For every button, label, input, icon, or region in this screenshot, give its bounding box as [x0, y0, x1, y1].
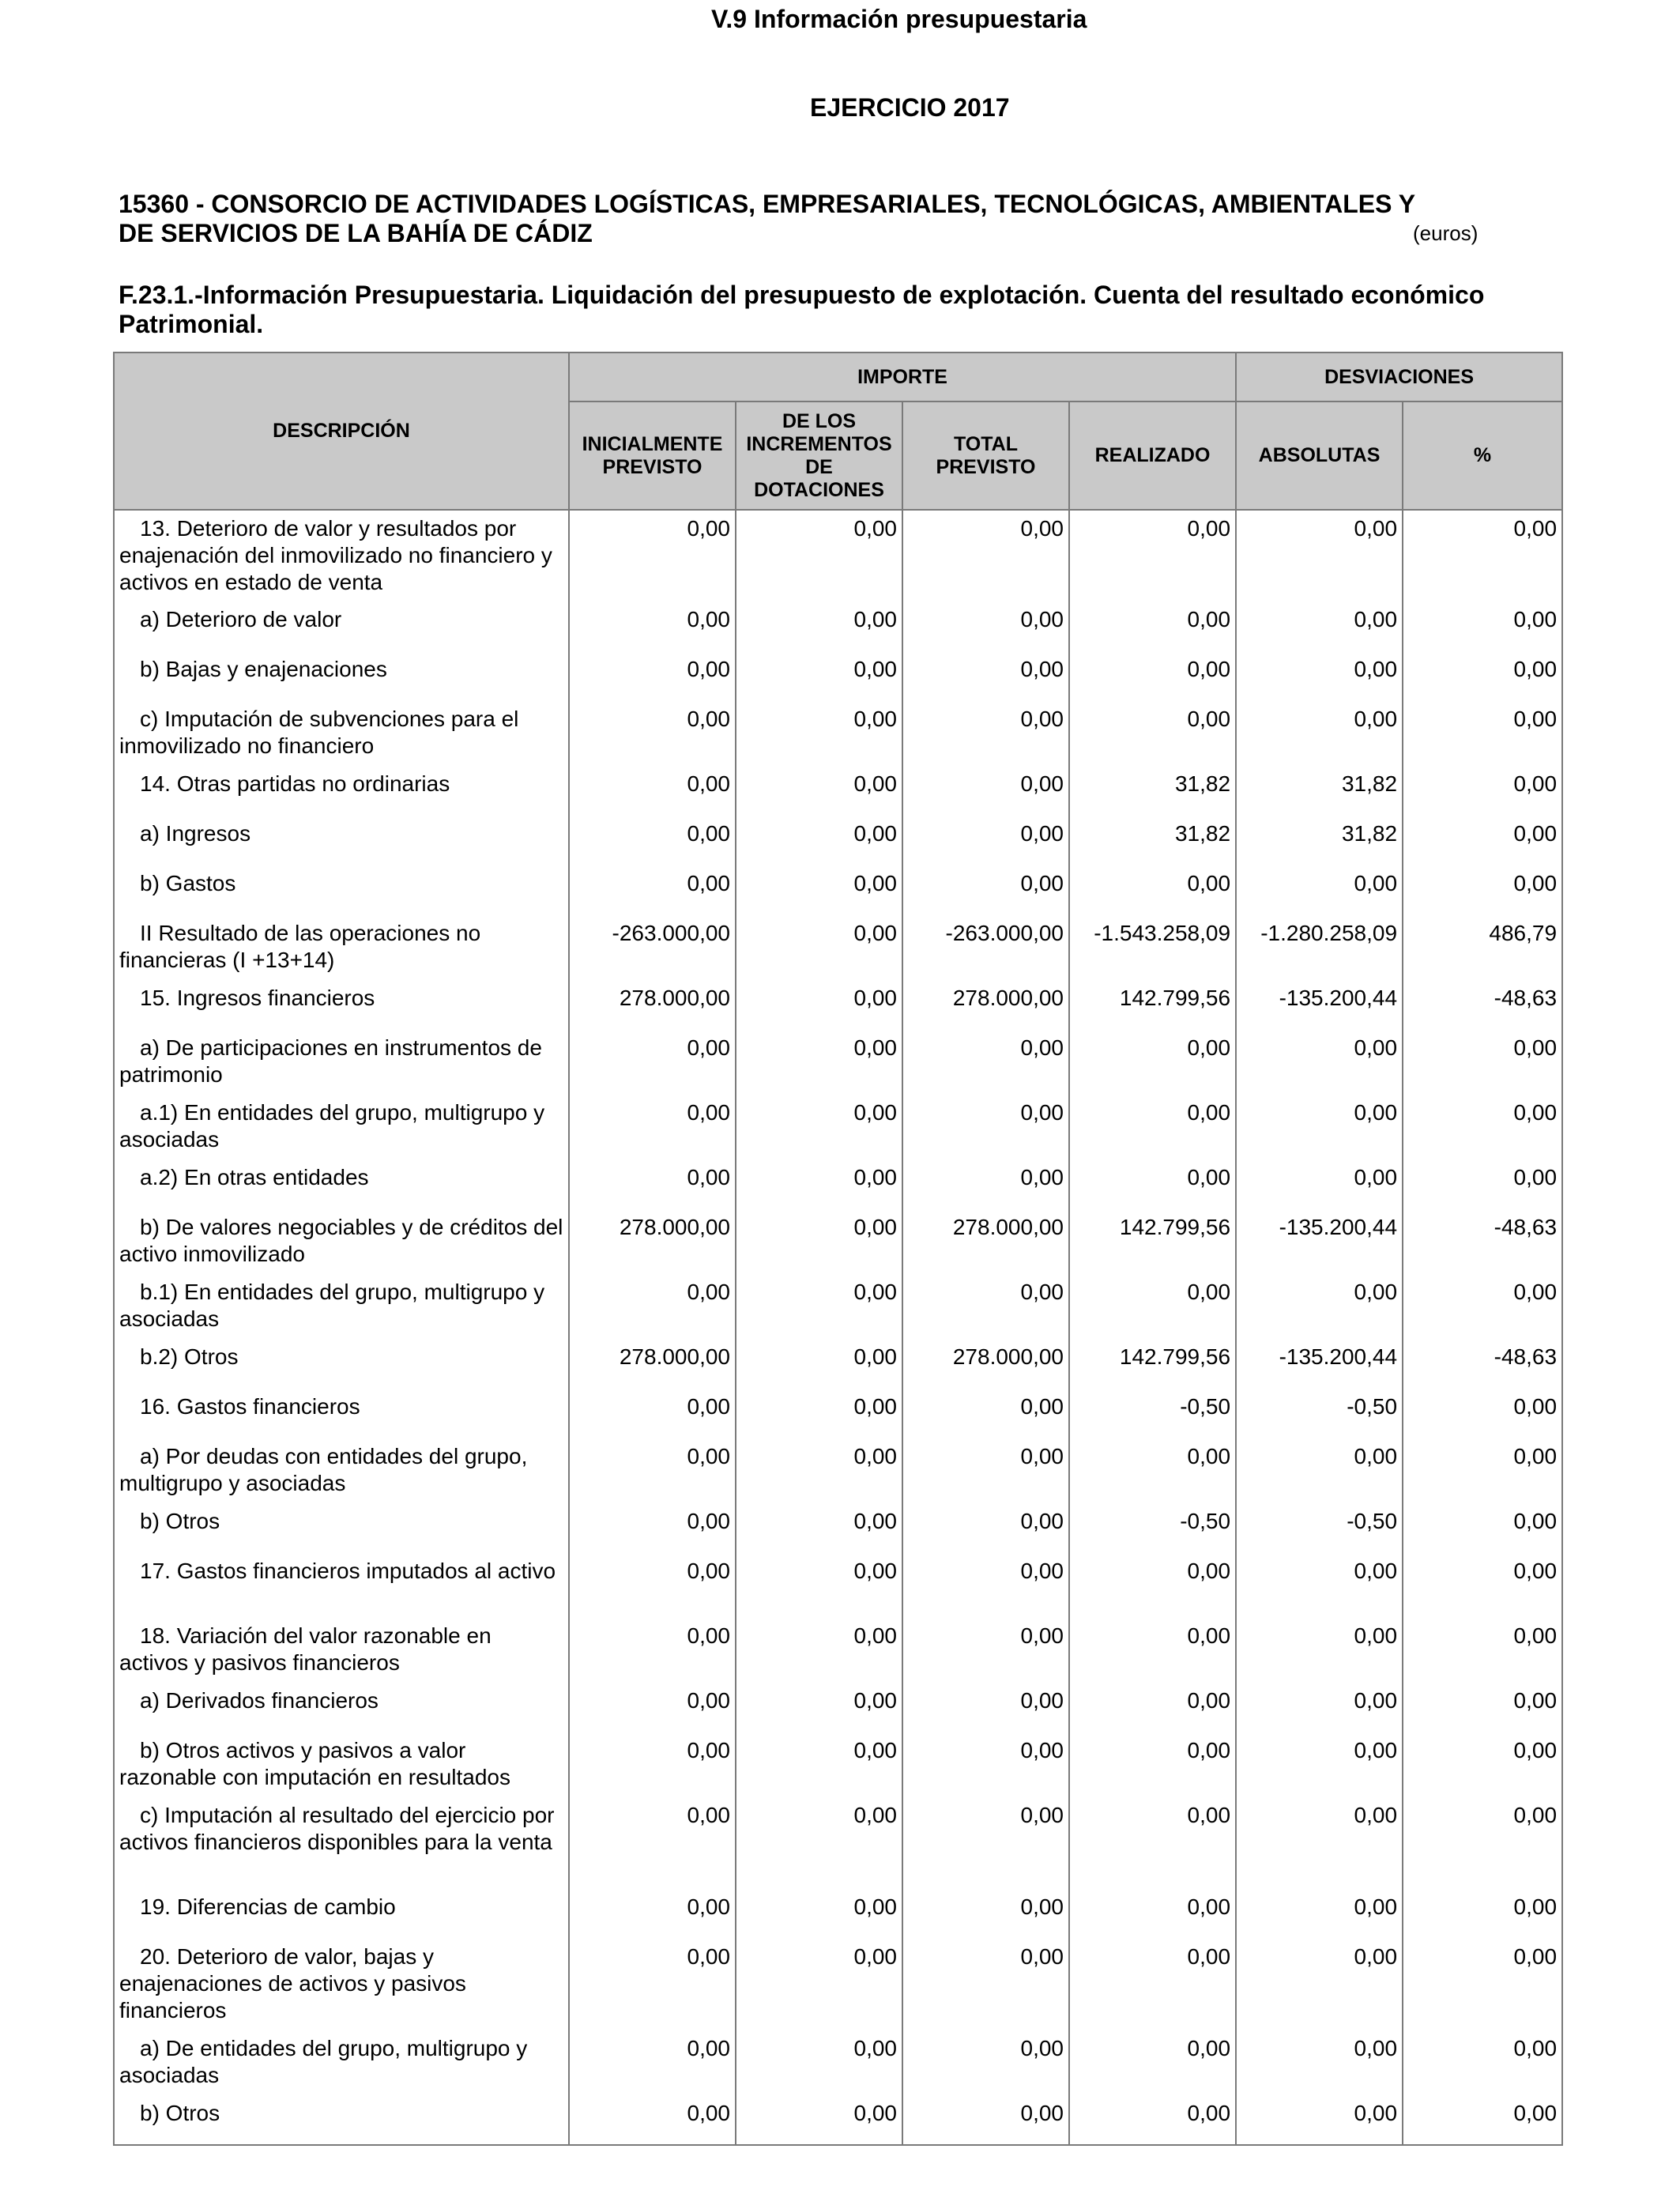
table-row — [114, 1389, 1562, 1438]
table-row — [114, 1209, 1562, 1274]
table-row — [114, 601, 1562, 651]
cell-absolutas: -0,50 — [1236, 1389, 1403, 1438]
cell-inicialmente-previsto: 0,00 — [569, 1939, 736, 2030]
cell-total-previsto: 0,00 — [902, 1889, 1069, 1939]
cell-incrementos-dotaciones: 0,00 — [736, 1732, 902, 1797]
table-row — [114, 766, 1562, 816]
table-row — [114, 1889, 1562, 1939]
cell-porcentaje: 0,00 — [1403, 1553, 1562, 1618]
cell-inicialmente-previsto: 0,00 — [569, 1618, 736, 1683]
row-description-text: 18. Variación del valor razonable en activos y pasivos financieros — [119, 1623, 492, 1675]
cell-inicialmente-previsto: 278.000,00 — [569, 1209, 736, 1274]
cell-incrementos-dotaciones: 0,00 — [736, 915, 902, 980]
cell-absolutas: 0,00 — [1236, 2095, 1403, 2145]
cell-inicialmente-previsto: 0,00 — [569, 601, 736, 651]
cell-incrementos-dotaciones: 0,00 — [736, 1503, 902, 1553]
column-header-total-previsto: TOTAL PREVISTO — [902, 401, 1069, 510]
cell-porcentaje: -48,63 — [1403, 1209, 1562, 1274]
row-description — [114, 1389, 569, 1438]
cell-incrementos-dotaciones: 0,00 — [736, 980, 902, 1030]
cell-realizado: 31,82 — [1069, 816, 1236, 865]
row-description — [114, 1732, 569, 1797]
cell-porcentaje: 0,00 — [1403, 1503, 1562, 1553]
cell-incrementos-dotaciones: 0,00 — [736, 1683, 902, 1732]
row-description — [114, 651, 569, 701]
cell-incrementos-dotaciones: 0,00 — [736, 865, 902, 915]
cell-realizado: 0,00 — [1069, 601, 1236, 651]
cell-realizado: 0,00 — [1069, 1553, 1236, 1618]
cell-incrementos-dotaciones: 0,00 — [736, 2095, 902, 2145]
row-description — [114, 1503, 569, 1553]
cell-realizado: 31,82 — [1069, 766, 1236, 816]
cell-incrementos-dotaciones: 0,00 — [736, 1797, 902, 1889]
cell-absolutas: 0,00 — [1236, 1159, 1403, 1209]
cell-porcentaje: 0,00 — [1403, 1389, 1562, 1438]
column-header-inicialmente-previsto: INICIALMENTE PREVISTO — [569, 401, 736, 510]
cell-absolutas: 0,00 — [1236, 865, 1403, 915]
row-description-text: b.1) En entidades del grupo, multigrupo y asociadas — [119, 1280, 545, 1331]
row-description-text: a) Ingresos — [140, 821, 251, 846]
cell-porcentaje: 0,00 — [1403, 2095, 1562, 2145]
cell-absolutas: 0,00 — [1236, 1797, 1403, 1889]
column-header-descripcion: DESCRIPCIÓN — [114, 352, 569, 510]
cell-incrementos-dotaciones: 0,00 — [736, 1618, 902, 1683]
table-row — [114, 651, 1562, 701]
row-description — [114, 1209, 569, 1274]
cell-realizado: -1.543.258,09 — [1069, 915, 1236, 980]
row-description — [114, 510, 569, 601]
cell-realizado: 0,00 — [1069, 1274, 1236, 1339]
cell-realizado: 0,00 — [1069, 1889, 1236, 1939]
table-row — [114, 865, 1562, 915]
cell-absolutas: 0,00 — [1236, 1618, 1403, 1683]
cell-total-previsto: 0,00 — [902, 1030, 1069, 1095]
column-header-incrementos-dotaciones: DE LOS INCREMENTOS DE DOTACIONES — [736, 401, 902, 510]
cell-total-previsto: 0,00 — [902, 816, 1069, 865]
cell-realizado: 142.799,56 — [1069, 1209, 1236, 1274]
cell-total-previsto: 278.000,00 — [902, 1209, 1069, 1274]
cell-total-previsto: 278.000,00 — [902, 980, 1069, 1030]
cell-porcentaje: 0,00 — [1403, 1889, 1562, 1939]
cell-incrementos-dotaciones: 0,00 — [736, 651, 902, 701]
column-header-porcentaje: % — [1403, 401, 1562, 510]
cell-inicialmente-previsto: 0,00 — [569, 1732, 736, 1797]
cell-total-previsto: 0,00 — [902, 1732, 1069, 1797]
cell-total-previsto: 0,00 — [902, 601, 1069, 651]
table-row — [114, 1159, 1562, 1209]
row-description — [114, 1095, 569, 1159]
row-description — [114, 1797, 569, 1889]
cell-porcentaje: 0,00 — [1403, 651, 1562, 701]
row-description-text: b) Bajas y enajenaciones — [140, 657, 387, 681]
cell-inicialmente-previsto: 0,00 — [569, 1683, 736, 1732]
cell-inicialmente-previsto: -263.000,00 — [569, 915, 736, 980]
group-header-importe: IMPORTE — [569, 352, 1236, 401]
cell-realizado: 0,00 — [1069, 701, 1236, 766]
cell-porcentaje: 0,00 — [1403, 1797, 1562, 1889]
row-description-text: b) Otros — [140, 2101, 220, 2125]
cell-absolutas: 31,82 — [1236, 766, 1403, 816]
row-description-text: 14. Otras partidas no ordinarias — [140, 771, 450, 796]
row-description-text: II Resultado de las operaciones no financieras (I +13+14) — [119, 921, 481, 972]
cell-porcentaje: 0,00 — [1403, 1159, 1562, 1209]
fiscal-year-title: EJERCICIO 2017 — [810, 93, 1010, 122]
table-row — [114, 1797, 1562, 1889]
cell-incrementos-dotaciones: 0,00 — [736, 601, 902, 651]
table-row — [114, 701, 1562, 766]
cell-porcentaje: 0,00 — [1403, 701, 1562, 766]
table-row — [114, 2030, 1562, 2095]
cell-incrementos-dotaciones: 0,00 — [736, 1159, 902, 1209]
cell-absolutas: 0,00 — [1236, 1553, 1403, 1618]
cell-porcentaje: 0,00 — [1403, 1095, 1562, 1159]
cell-total-previsto: 0,00 — [902, 1389, 1069, 1438]
cell-porcentaje: 0,00 — [1403, 1618, 1562, 1683]
cell-total-previsto: 0,00 — [902, 1503, 1069, 1553]
row-description — [114, 1339, 569, 1389]
table-row — [114, 1732, 1562, 1797]
cell-total-previsto: 0,00 — [902, 510, 1069, 601]
cell-incrementos-dotaciones: 0,00 — [736, 816, 902, 865]
cell-total-previsto: 0,00 — [902, 2095, 1069, 2145]
row-description-text: b.2) Otros — [140, 1344, 239, 1369]
row-description — [114, 1683, 569, 1732]
table-row — [114, 1683, 1562, 1732]
cell-total-previsto: 0,00 — [902, 1095, 1069, 1159]
row-description — [114, 915, 569, 980]
row-description — [114, 1274, 569, 1339]
cell-incrementos-dotaciones: 0,00 — [736, 1939, 902, 2030]
cell-absolutas: 0,00 — [1236, 651, 1403, 701]
row-description-text: a.1) En entidades del grupo, multigrupo y asociadas — [119, 1100, 545, 1152]
cell-absolutas: 0,00 — [1236, 1095, 1403, 1159]
cell-inicialmente-previsto: 0,00 — [569, 1553, 736, 1618]
table-row — [114, 1939, 1562, 2030]
row-description — [114, 1553, 569, 1618]
cell-porcentaje: -48,63 — [1403, 1339, 1562, 1389]
table-row — [114, 1438, 1562, 1503]
cell-realizado: 0,00 — [1069, 1732, 1236, 1797]
row-description — [114, 865, 569, 915]
row-description — [114, 1438, 569, 1503]
cell-realizado: 0,00 — [1069, 1159, 1236, 1209]
cell-realizado: 0,00 — [1069, 1683, 1236, 1732]
row-description-text: b) Gastos — [140, 871, 236, 895]
row-description-text: b) Otros — [140, 1509, 220, 1533]
cell-inicialmente-previsto: 0,00 — [569, 1797, 736, 1889]
cell-absolutas: 31,82 — [1236, 816, 1403, 865]
table-row — [114, 816, 1562, 865]
budget-table — [113, 352, 1563, 2146]
cell-total-previsto: 0,00 — [902, 1797, 1069, 1889]
table-row — [114, 1503, 1562, 1553]
cell-total-previsto: -263.000,00 — [902, 915, 1069, 980]
row-description-text: a) Deterioro de valor — [140, 607, 342, 631]
cell-total-previsto: 0,00 — [902, 865, 1069, 915]
cell-total-previsto: 0,00 — [902, 1618, 1069, 1683]
cell-inicialmente-previsto: 0,00 — [569, 766, 736, 816]
table-row — [114, 1618, 1562, 1683]
row-description-text: a) De entidades del grupo, multigrupo y asociadas — [119, 2036, 528, 2087]
cell-porcentaje: 0,00 — [1403, 865, 1562, 915]
table-row — [114, 510, 1562, 601]
row-description — [114, 1618, 569, 1683]
cell-incrementos-dotaciones: 0,00 — [736, 1389, 902, 1438]
cell-porcentaje: 0,00 — [1403, 510, 1562, 601]
cell-absolutas: 0,00 — [1236, 1939, 1403, 2030]
cell-inicialmente-previsto: 0,00 — [569, 865, 736, 915]
cell-realizado: 0,00 — [1069, 1939, 1236, 2030]
cell-absolutas: 0,00 — [1236, 1274, 1403, 1339]
cell-realizado: 0,00 — [1069, 510, 1236, 601]
cell-inicialmente-previsto: 0,00 — [569, 2095, 736, 2145]
cell-realizado: 142.799,56 — [1069, 980, 1236, 1030]
row-description-text: 17. Gastos financieros imputados al activo — [140, 1559, 556, 1583]
cell-inicialmente-previsto: 0,00 — [569, 1389, 736, 1438]
cell-realizado: 0,00 — [1069, 1438, 1236, 1503]
cell-total-previsto: 0,00 — [902, 701, 1069, 766]
cell-total-previsto: 0,00 — [902, 1438, 1069, 1503]
cell-incrementos-dotaciones: 0,00 — [736, 1095, 902, 1159]
cell-inicialmente-previsto: 0,00 — [569, 510, 736, 601]
cell-inicialmente-previsto: 278.000,00 — [569, 980, 736, 1030]
cell-porcentaje: 0,00 — [1403, 1274, 1562, 1339]
cell-incrementos-dotaciones: 0,00 — [736, 1438, 902, 1503]
cell-realizado: 0,00 — [1069, 1030, 1236, 1095]
row-description-text: c) Imputación de subvenciones para el inmovilizado no financiero — [119, 707, 519, 758]
cell-total-previsto: 278.000,00 — [902, 1339, 1069, 1389]
row-description-text: a) Derivados financieros — [140, 1688, 379, 1713]
row-description-text: 15. Ingresos financieros — [140, 986, 375, 1010]
cell-inicialmente-previsto: 0,00 — [569, 1438, 736, 1503]
cell-porcentaje: 0,00 — [1403, 766, 1562, 816]
cell-total-previsto: 0,00 — [902, 1159, 1069, 1209]
cell-realizado: -0,50 — [1069, 1503, 1236, 1553]
cell-porcentaje: -48,63 — [1403, 980, 1562, 1030]
cell-inicialmente-previsto: 0,00 — [569, 1095, 736, 1159]
cell-realizado: -0,50 — [1069, 1389, 1236, 1438]
cell-realizado: 142.799,56 — [1069, 1339, 1236, 1389]
row-description-text: 13. Deterioro de valor y resultados por enajenación del inmovilizado no financiero y activos en estado de venta — [119, 516, 552, 594]
row-description — [114, 766, 569, 816]
cell-absolutas: -0,50 — [1236, 1503, 1403, 1553]
cell-total-previsto: 0,00 — [902, 2030, 1069, 2095]
cell-realizado: 0,00 — [1069, 1797, 1236, 1889]
cell-absolutas: -135.200,44 — [1236, 980, 1403, 1030]
row-description-text: a.2) En otras entidades — [140, 1165, 369, 1189]
entity-name: 15360 - CONSORCIO DE ACTIVIDADES LOGÍSTICAS, EMPRESARIALES, TECNOLÓGICAS, AMBIENTALES Y DE SERVICIOS DE LA BAHÍA DE CÁDIZ — [119, 190, 1415, 247]
section-title: V.9 Información presupuestaria — [711, 5, 1087, 33]
row-description — [114, 816, 569, 865]
row-description-text: 20. Deterioro de valor, bajas y enajenaciones de activos y pasivos financieros — [119, 1944, 466, 2022]
table-row — [114, 980, 1562, 1030]
cell-inicialmente-previsto: 0,00 — [569, 816, 736, 865]
cell-absolutas: 0,00 — [1236, 1889, 1403, 1939]
cell-porcentaje: 0,00 — [1403, 1683, 1562, 1732]
cell-incrementos-dotaciones: 0,00 — [736, 766, 902, 816]
currency-units: (euros) — [1413, 221, 1478, 245]
cell-absolutas: 0,00 — [1236, 601, 1403, 651]
cell-absolutas: 0,00 — [1236, 510, 1403, 601]
cell-absolutas: -1.280.258,09 — [1236, 915, 1403, 980]
budget-table-body — [114, 510, 1562, 2145]
cell-inicialmente-previsto: 278.000,00 — [569, 1339, 736, 1389]
table-row — [114, 1095, 1562, 1159]
column-header-absolutas: ABSOLUTAS — [1236, 401, 1403, 510]
row-description-text: a) Por deudas con entidades del grupo, multigrupo y asociadas — [119, 1444, 528, 1495]
cell-absolutas: 0,00 — [1236, 701, 1403, 766]
row-description — [114, 601, 569, 651]
cell-realizado: 0,00 — [1069, 2030, 1236, 2095]
table-row — [114, 1553, 1562, 1618]
row-description-text: 16. Gastos financieros — [140, 1394, 360, 1419]
cell-total-previsto: 0,00 — [902, 1939, 1069, 2030]
cell-inicialmente-previsto: 0,00 — [569, 651, 736, 701]
row-description — [114, 1939, 569, 2030]
cell-absolutas: -135.200,44 — [1236, 1339, 1403, 1389]
cell-realizado: 0,00 — [1069, 1095, 1236, 1159]
cell-total-previsto: 0,00 — [902, 1274, 1069, 1339]
cell-total-previsto: 0,00 — [902, 1683, 1069, 1732]
cell-porcentaje: 0,00 — [1403, 1438, 1562, 1503]
cell-absolutas: 0,00 — [1236, 1030, 1403, 1095]
row-description — [114, 1030, 569, 1095]
cell-porcentaje: 0,00 — [1403, 2030, 1562, 2095]
cell-incrementos-dotaciones: 0,00 — [736, 701, 902, 766]
cell-porcentaje: 0,00 — [1403, 601, 1562, 651]
cell-realizado: 0,00 — [1069, 865, 1236, 915]
cell-absolutas: 0,00 — [1236, 1732, 1403, 1797]
group-header-desviaciones: DESVIACIONES — [1236, 352, 1562, 401]
cell-porcentaje: 486,79 — [1403, 915, 1562, 980]
cell-incrementos-dotaciones: 0,00 — [736, 1339, 902, 1389]
row-description — [114, 1889, 569, 1939]
cell-incrementos-dotaciones: 0,00 — [736, 510, 902, 601]
table-row — [114, 1274, 1562, 1339]
row-description — [114, 1159, 569, 1209]
cell-incrementos-dotaciones: 0,00 — [736, 1030, 902, 1095]
table-row — [114, 2095, 1562, 2145]
table-row — [114, 915, 1562, 980]
table-row — [114, 1339, 1562, 1389]
cell-absolutas: 0,00 — [1236, 1438, 1403, 1503]
cell-incrementos-dotaciones: 0,00 — [736, 1274, 902, 1339]
cell-realizado: 0,00 — [1069, 1618, 1236, 1683]
cell-absolutas: 0,00 — [1236, 1683, 1403, 1732]
cell-inicialmente-previsto: 0,00 — [569, 1889, 736, 1939]
cell-total-previsto: 0,00 — [902, 1553, 1069, 1618]
row-description-text: b) De valores negociables y de créditos del activo inmovilizado — [119, 1215, 563, 1266]
cell-inicialmente-previsto: 0,00 — [569, 701, 736, 766]
column-header-realizado: REALIZADO — [1069, 401, 1236, 510]
cell-porcentaje: 0,00 — [1403, 1030, 1562, 1095]
cell-realizado: 0,00 — [1069, 651, 1236, 701]
cell-total-previsto: 0,00 — [902, 766, 1069, 816]
row-description — [114, 2095, 569, 2145]
row-description-text: a) De participaciones en instrumentos de patrimonio — [119, 1035, 542, 1087]
cell-inicialmente-previsto: 0,00 — [569, 1274, 736, 1339]
cell-absolutas: -135.200,44 — [1236, 1209, 1403, 1274]
row-description-text: 19. Diferencias de cambio — [140, 1894, 396, 1919]
cell-incrementos-dotaciones: 0,00 — [736, 2030, 902, 2095]
table-row — [114, 1030, 1562, 1095]
cell-inicialmente-previsto: 0,00 — [569, 1503, 736, 1553]
cell-incrementos-dotaciones: 0,00 — [736, 1209, 902, 1274]
cell-realizado: 0,00 — [1069, 2095, 1236, 2145]
cell-porcentaje: 0,00 — [1403, 1939, 1562, 2030]
cell-absolutas: 0,00 — [1236, 2030, 1403, 2095]
row-description — [114, 701, 569, 766]
cell-inicialmente-previsto: 0,00 — [569, 2030, 736, 2095]
row-description — [114, 2030, 569, 2095]
cell-incrementos-dotaciones: 0,00 — [736, 1889, 902, 1939]
cell-porcentaje: 0,00 — [1403, 1732, 1562, 1797]
row-description — [114, 980, 569, 1030]
row-description-text: b) Otros activos y pasivos a valor razonable con imputación en resultados — [119, 1738, 510, 1789]
cell-incrementos-dotaciones: 0,00 — [736, 1553, 902, 1618]
row-description-text: c) Imputación al resultado del ejercicio por activos financieros disponibles para la venta — [119, 1803, 555, 1854]
cell-inicialmente-previsto: 0,00 — [569, 1159, 736, 1209]
cell-porcentaje: 0,00 — [1403, 816, 1562, 865]
cell-inicialmente-previsto: 0,00 — [569, 1030, 736, 1095]
form-title: F.23.1.-Información Presupuestaria. Liquidación del presupuesto de explotación. Cuenta del resultado económico Patrimonial. — [119, 281, 1485, 338]
cell-total-previsto: 0,00 — [902, 651, 1069, 701]
